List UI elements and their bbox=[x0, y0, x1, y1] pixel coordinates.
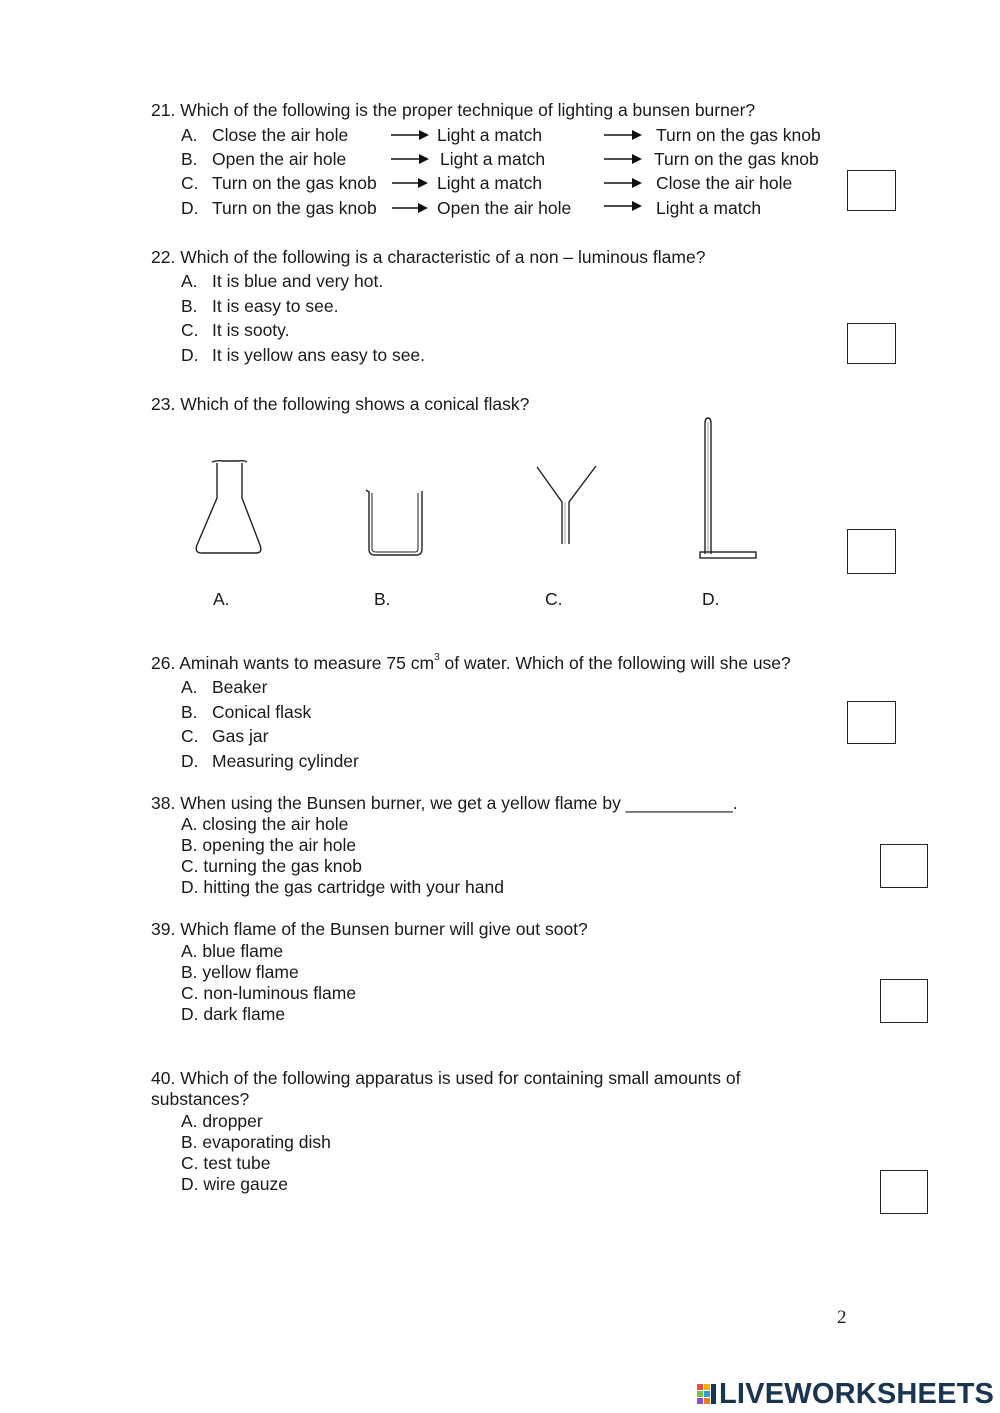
question-23-text: 23. Which of the following shows a conical flask? bbox=[151, 394, 530, 414]
q21-option-b-step2: Light a match bbox=[440, 149, 546, 169]
answer-box-q40[interactable] bbox=[880, 1170, 928, 1214]
q21-option-d-letter: D. bbox=[181, 198, 199, 218]
retort-stand-icon bbox=[694, 414, 762, 564]
q21-option-a-step2: Light a match bbox=[437, 125, 543, 145]
q26-option-d-text: Measuring cylinder bbox=[212, 751, 359, 771]
logo-icon bbox=[697, 1382, 717, 1406]
answer-box-q21[interactable] bbox=[847, 170, 896, 211]
arrow-right-icon bbox=[604, 128, 642, 142]
q26-option-a-text: Beaker bbox=[212, 677, 268, 697]
liveworksheets-logo bbox=[697, 1376, 994, 1412]
q23-label-c: C. bbox=[545, 589, 563, 609]
q21-option-c-step3: Close the air hole bbox=[656, 173, 793, 193]
arrow-right-icon bbox=[392, 201, 428, 215]
arrow-right-icon bbox=[391, 152, 429, 166]
q40-option-a: A. dropper bbox=[181, 1111, 263, 1131]
q38-option-a: A. closing the air hole bbox=[181, 814, 349, 834]
question-22-text: 22. Which of the following is a characteristic of a non – luminous flame? bbox=[151, 247, 706, 267]
q21-option-d-step2: Open the air hole bbox=[437, 198, 572, 218]
q21-option-b-step3: Turn on the gas knob bbox=[654, 149, 819, 169]
q22-option-a-text: It is blue and very hot. bbox=[212, 271, 384, 291]
q38-option-c: C. turning the gas knob bbox=[181, 856, 362, 876]
q21-option-b-step1: Open the air hole bbox=[212, 149, 347, 169]
q21-option-c-step2: Light a match bbox=[437, 173, 543, 193]
q39-option-b: B. yellow flame bbox=[181, 962, 299, 982]
q21-option-a-step3: Turn on the gas knob bbox=[656, 125, 821, 145]
q26-option-b-letter: B. bbox=[181, 702, 198, 722]
q21-option-d-step1: Turn on the gas knob bbox=[212, 198, 377, 218]
question-26-text: 26. Aminah wants to measure 75 $cm^3$ of water. Which of the following will she use? bbox=[151, 652, 791, 673]
arrow-right-icon bbox=[604, 199, 642, 213]
arrow-right-icon bbox=[392, 176, 428, 190]
q40-option-b: B. evaporating dish bbox=[181, 1132, 331, 1152]
question-40-text-line1: 40. Which of the following apparatus is used for containing small amounts of bbox=[151, 1068, 741, 1088]
page-number: 2 bbox=[837, 1307, 847, 1328]
q21-option-d-step3: Light a match bbox=[656, 198, 762, 218]
q40-option-c: C. test tube bbox=[181, 1153, 271, 1173]
q38-option-d: D. hitting the gas cartridge with your hand bbox=[181, 877, 504, 897]
q21-option-a-letter: A. bbox=[181, 125, 198, 145]
q26-option-c-text: Gas jar bbox=[212, 726, 269, 746]
q22-option-b-text: It is easy to see. bbox=[212, 296, 339, 316]
q23-label-a: A. bbox=[213, 589, 230, 609]
q26-option-b-text: Conical flask bbox=[212, 702, 312, 722]
question-39-text: 39. Which flame of the Bunsen burner will give out soot? bbox=[151, 919, 588, 939]
q39-option-d: D. dark flame bbox=[181, 1004, 286, 1024]
arrow-right-icon bbox=[604, 152, 642, 166]
q21-option-c-letter: C. bbox=[181, 173, 199, 193]
q23-label-b: B. bbox=[374, 589, 391, 609]
answer-box-q38[interactable] bbox=[880, 844, 928, 888]
q22-option-d-text: It is yellow ans easy to see. bbox=[212, 345, 426, 365]
q38-option-b: B. opening the air hole bbox=[181, 835, 357, 855]
question-38-text: 38. When using the Bunsen burner, we get a yellow flame by ___________. bbox=[151, 793, 738, 813]
funnel-icon bbox=[532, 460, 602, 550]
question-40-text-line2: substances? bbox=[151, 1089, 250, 1109]
q22-option-d-letter: D. bbox=[181, 345, 199, 365]
q22-option-c-letter: C. bbox=[181, 320, 199, 340]
q21-option-a-step1: Close the air hole bbox=[212, 125, 349, 145]
q22-option-a-letter: A. bbox=[181, 271, 198, 291]
answer-box-q26[interactable] bbox=[847, 701, 896, 744]
logo-text: LIVEWORKSHEETS bbox=[719, 1377, 995, 1410]
q40-option-d: D. wire gauze bbox=[181, 1174, 288, 1194]
answer-box-q22[interactable] bbox=[847, 323, 896, 364]
answer-box-q23[interactable] bbox=[847, 529, 896, 574]
q22-option-b-letter: B. bbox=[181, 296, 198, 316]
arrow-right-icon bbox=[604, 176, 642, 190]
q26-option-c-letter: C. bbox=[181, 726, 199, 746]
q39-option-a: A. blue flame bbox=[181, 941, 284, 961]
q26-option-a-letter: A. bbox=[181, 677, 198, 697]
q39-option-c: C. non-luminous flame bbox=[181, 983, 357, 1003]
q21-option-c-step1: Turn on the gas knob bbox=[212, 173, 377, 193]
arrow-right-icon bbox=[391, 128, 429, 142]
superscript: 3 bbox=[434, 652, 440, 664]
q23-label-d: D. bbox=[702, 589, 720, 609]
q21-option-b-letter: B. bbox=[181, 149, 198, 169]
answer-box-q39[interactable] bbox=[880, 979, 928, 1023]
conical-flask-icon bbox=[190, 455, 270, 561]
q22-option-c-text: It is sooty. bbox=[212, 320, 290, 340]
question-21-text: 21. Which of the following is the proper technique of lighting a bunsen burner? bbox=[151, 100, 756, 120]
q26-option-d-letter: D. bbox=[181, 751, 199, 771]
beaker-icon bbox=[360, 485, 430, 560]
